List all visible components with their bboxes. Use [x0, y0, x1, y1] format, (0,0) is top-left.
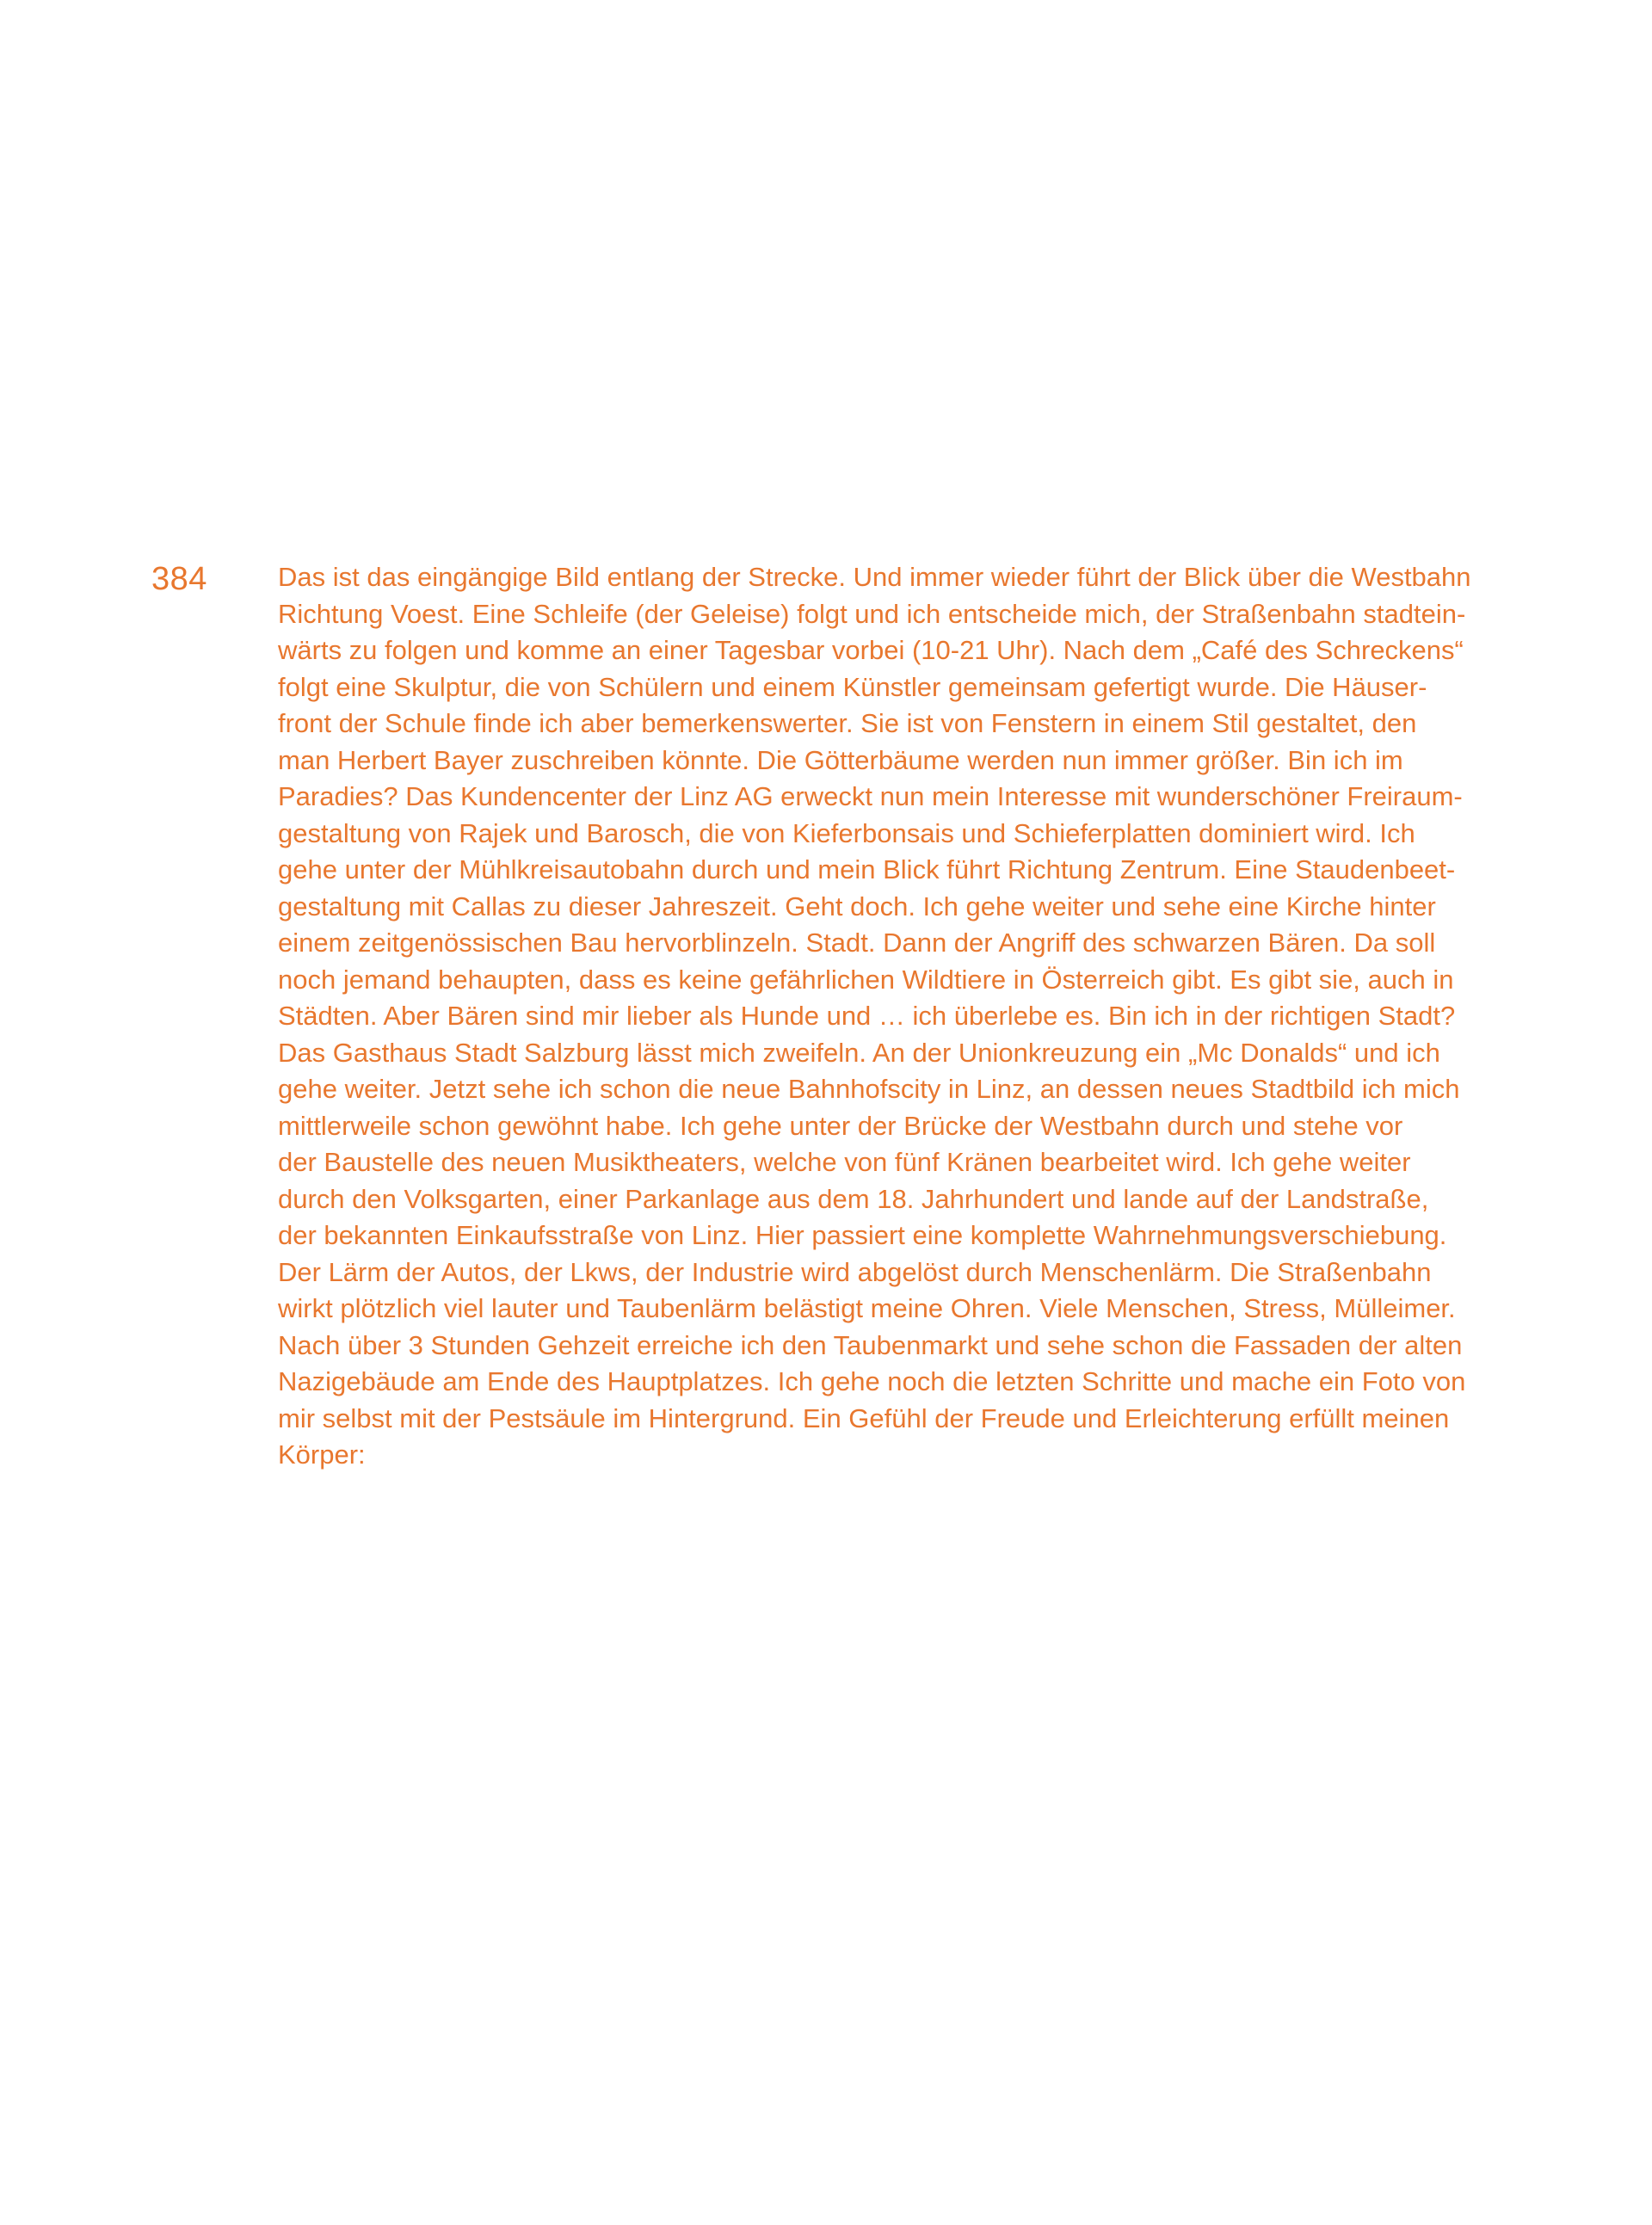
- text-line: gehe unter der Mühlkreisautobahn durch und mein Blick führt Richtung Zentrum. Eine Staudenbeet-: [278, 854, 1456, 884]
- text-line: Paradies? Das Kundencenter der Linz AG erweckt nun mein Interesse mit wunderschöner Freiraum-: [278, 781, 1463, 811]
- text-line: folgt eine Skulptur, die von Schülern und einem Künstler gemeinsam gefertigt wurde. Die Häuser-: [278, 671, 1427, 702]
- text-line: mittlerweile schon gewöhnt habe. Ich gehe unter der Brücke der Westbahn durch und stehe vor: [278, 1110, 1403, 1141]
- text-line: Nazigebäude am Ende des Hauptplatzes. Ich gehe noch die letzten Schritte und mache ein Foto von: [278, 1366, 1466, 1396]
- page-number: 384: [151, 561, 207, 597]
- text-line: gehe weiter. Jetzt sehe ich schon die neue Bahnhofscity in Linz, an dessen neues Stadtbild ich mich: [278, 1074, 1460, 1104]
- text-line: front der Schule finde ich aber bemerkenswerter. Sie ist von Fenstern in einem Stil gestaltet, den: [278, 708, 1417, 738]
- text-line: gestaltung von Rajek und Barosch, die von Kieferbonsais und Schieferplatten dominiert wird. Ich: [278, 817, 1415, 848]
- text-line: Der Lärm der Autos, der Lkws, der Industrie wird abgelöst durch Menschenlärm. Die Straßenbahn: [278, 1256, 1432, 1287]
- text-line: der bekannten Einkaufsstraße von Linz. Hier passiert eine komplette Wahrnehmungsverschiebung.: [278, 1220, 1447, 1250]
- text-line: mir selbst mit der Pestsäule im Hintergrund. Ein Gefühl der Freude und Erleichterung erfüllt meinen: [278, 1402, 1450, 1433]
- text-line: gestaltung mit Callas zu dieser Jahreszeit. Geht doch. Ich gehe weiter und sehe eine Kirche hinter: [278, 891, 1436, 921]
- text-line: noch jemand behaupten, dass es keine gefährlichen Wildtiere in Österreich gibt. Es gibt sie, auch in: [278, 964, 1454, 995]
- text-line: wärts zu folgen und komme an einer Tagesbar vorbei (10-21 Uhr). Nach dem „Café des Schreckens“: [278, 635, 1464, 665]
- text-line: Das ist das eingängige Bild entlang der Strecke. Und immer wieder führt der Blick über die Westbahn: [278, 562, 1471, 592]
- text-line: Körper:: [278, 1439, 366, 1470]
- text-line: Nach über 3 Stunden Gehzeit erreiche ich den Taubenmarkt und sehe schon die Fassaden der alten: [278, 1329, 1463, 1360]
- text-line: Städten. Aber Bären sind mir lieber als Hunde und … ich überlebe es. Bin ich in der richtigen Stadt?: [278, 1001, 1456, 1031]
- text-line: wirkt plötzlich viel lauter und Taubenlärm belästigt meine Ohren. Viele Menschen, Stress, Mülleimer.: [278, 1293, 1456, 1323]
- text-line: einem zeitgenössischen Bau hervorblinzeln. Stadt. Dann der Angriff des schwarzen Bären. Da soll: [278, 928, 1436, 958]
- text-line: durch den Volksgarten, einer Parkanlage aus dem 18. Jahrhundert und lande auf der Landstraße,: [278, 1183, 1429, 1214]
- text-line: man Herbert Bayer zuschreiben könnte. Die Götterbäume werden nun immer größer. Bin ich im: [278, 744, 1403, 775]
- body-text: [278, 559, 1534, 1474]
- text-line: Das Gasthaus Stadt Salzburg lässt mich zweifeln. An der Unionkreuzung ein „Mc Donalds“ und ich: [278, 1037, 1440, 1068]
- text-line: Richtung Voest. Eine Schleife (der Geleise) folgt und ich entscheide mich, der Straßenbahn stadtein-: [278, 598, 1466, 629]
- text-line: der Baustelle des neuen Musiktheaters, welche von fünf Kränen bearbeitet wird. Ich gehe weiter: [278, 1147, 1411, 1177]
